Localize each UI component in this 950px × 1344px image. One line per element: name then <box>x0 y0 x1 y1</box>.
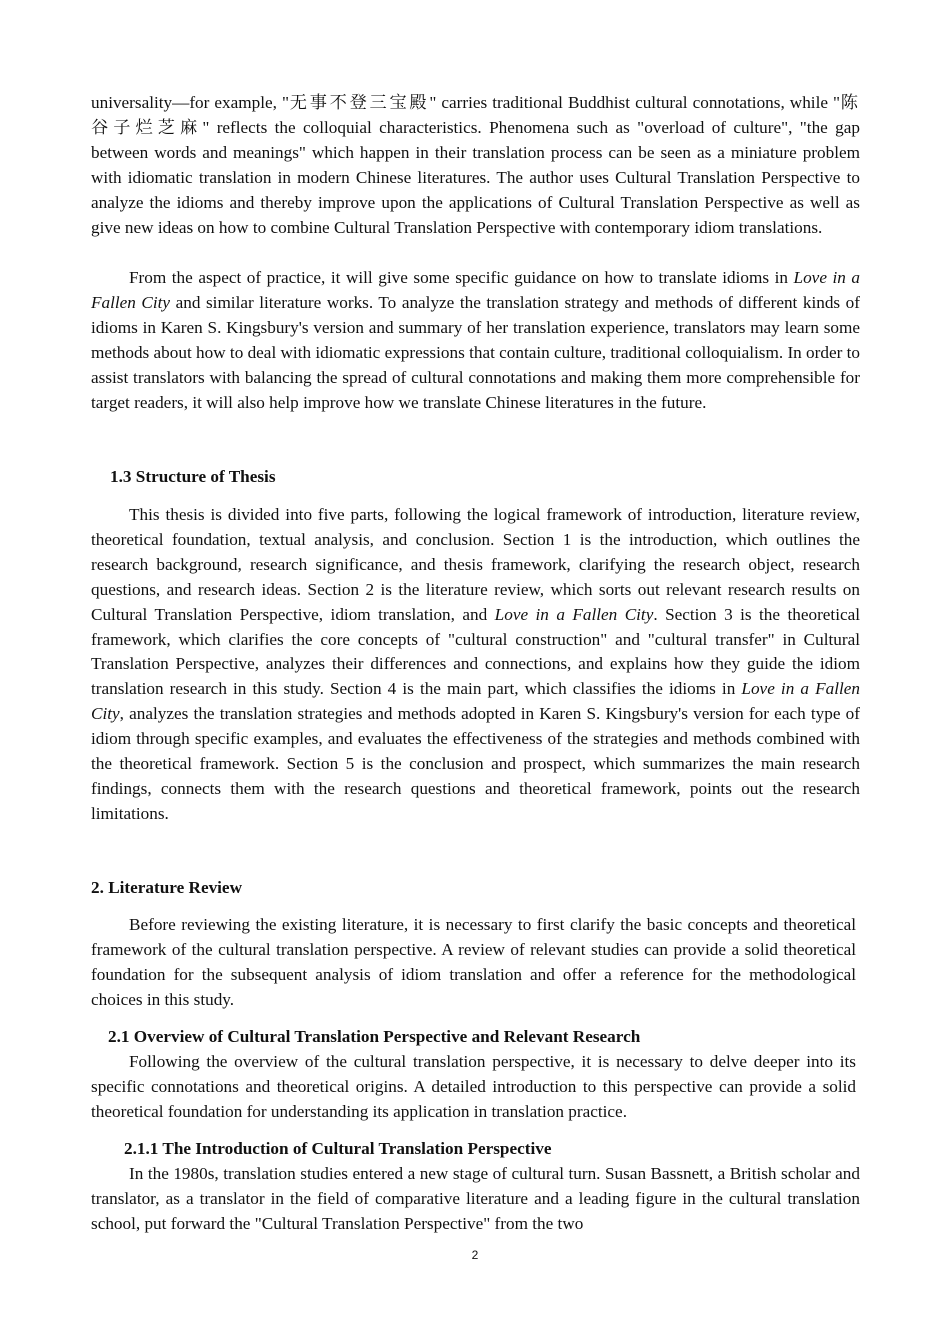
section-heading-2-1: 2.1 Overview of Cultural Translation Perspective and Relevant Research <box>108 1027 641 1046</box>
paragraph-cultural-turn: In the 1980s, translation studies entered a new stage of cultural turn. Susan Bassnett, a British scholar and translator, as a translator in the field of comparative literature and a leading figure in the cultural translation school, put forward the "Cultural Translation Perspective" from the two <box>91 1164 860 1233</box>
book-title: Love in a Fallen City <box>494 604 654 624</box>
chinese-idiom: 无事不登三宝殿 <box>289 93 430 113</box>
paragraph-text: This thesis is divided into five parts, following the logical framework of introduction, literature review, theoretical foundation, textual analysis, and conclusion. Section 1 is the introduction, which outlines the research background, research significance, and thesis framework, clarifying the research object, research questions, and research ideas. Section 2 is the literature review, which sorts out relevant research results on Cultural Translation Perspective, idiom translation, and <box>91 505 860 624</box>
paragraph-practical-significance <box>91 266 860 415</box>
chinese-idiom: 陈谷子烂芝麻 <box>91 93 860 138</box>
paragraph-idiom-examples <box>91 91 860 240</box>
paragraph-text: " reflects the colloquial characteristics. Phenomena such as "overload of culture", "the gap between words and meanings" which happen in their translation process can be seen as a miniature problem with idiomatic translation in modern Chinese literatures. The author uses Cultural Translation Perspective to analyze the idioms and thereby improve upon the applications of Cultural Translation Perspective as well as give new ideas on how to combine Cultural Translation Perspective with contemporary idiom translations. <box>91 117 860 237</box>
paragraph-text: universality—for example, " <box>91 93 290 112</box>
paragraph-literature-review-intro: Before reviewing the existing literature, it is necessary to first clarify the basic concepts and theoretical framework of the cultural translation perspective. A review of relevant studies can provide a solid theoretical foundation for the subsequent analysis of idiom translation and offer a reference for the methodological choices in this study. <box>91 915 856 1009</box>
section-heading-2: 2. Literature Review <box>91 878 242 897</box>
paragraph-text: , analyzes the translation strategies and methods adopted in Karen S. Kingsbury's version for each type of idiom through specific examples, and evaluates the effectiveness of the strategies and methods combined with the theoretical framework. Section 5 is the conclusion and prospect, which summarizes the main research findings, connects them with the research questions and theoretical framework, points out the research limitations. <box>91 704 860 823</box>
paragraph-text: From the aspect of practice, it will give some specific guidance on how to translate idioms in <box>129 268 794 287</box>
page-number: 2 <box>471 1248 479 1262</box>
section-heading-2-1-1: 2.1.1 The Introduction of Cultural Translation Perspective <box>124 1139 552 1158</box>
paragraph-overview-intro: Following the overview of the cultural translation perspective, it is necessary to delve deeper into its specific connotations and theoretical origins. A detailed introduction to this perspective can provide a solid theoretical foundation for understanding its application in translation practice. <box>91 1052 856 1121</box>
paragraph-thesis-structure <box>91 503 860 827</box>
paragraph-text: . Section 3 is the theoretical framework, which clarifies the core concepts of "cultural construction" and "cultural transfer" in Cultural Translation Perspective, analyzes their differences and connections, and explains how they guide the idiom translation research in this study. Section 4 is the main part, which classifies the idioms in <box>91 604 861 699</box>
paragraph-text: " carries traditional Buddhist cultural connotations, while " <box>429 93 841 112</box>
book-title: Love in a Fallen City <box>91 679 860 724</box>
book-title: Love in a Fallen City <box>91 268 860 312</box>
paragraph-text: and similar literature works. To analyze the translation strategy and methods of different kinds of idioms in Karen S. Kingsbury's version and summary of her translation experience, translators may learn some methods about how to deal with idiomatic expressions that contain culture, traditional colloquialism. In order to assist translators with balancing the spread of cultural connotations and making them more comprehensible for target readers, it will also help improve how we translate Chinese literatures in the future. <box>91 292 860 412</box>
section-heading-1-3: 1.3 Structure of Thesis <box>110 467 276 486</box>
